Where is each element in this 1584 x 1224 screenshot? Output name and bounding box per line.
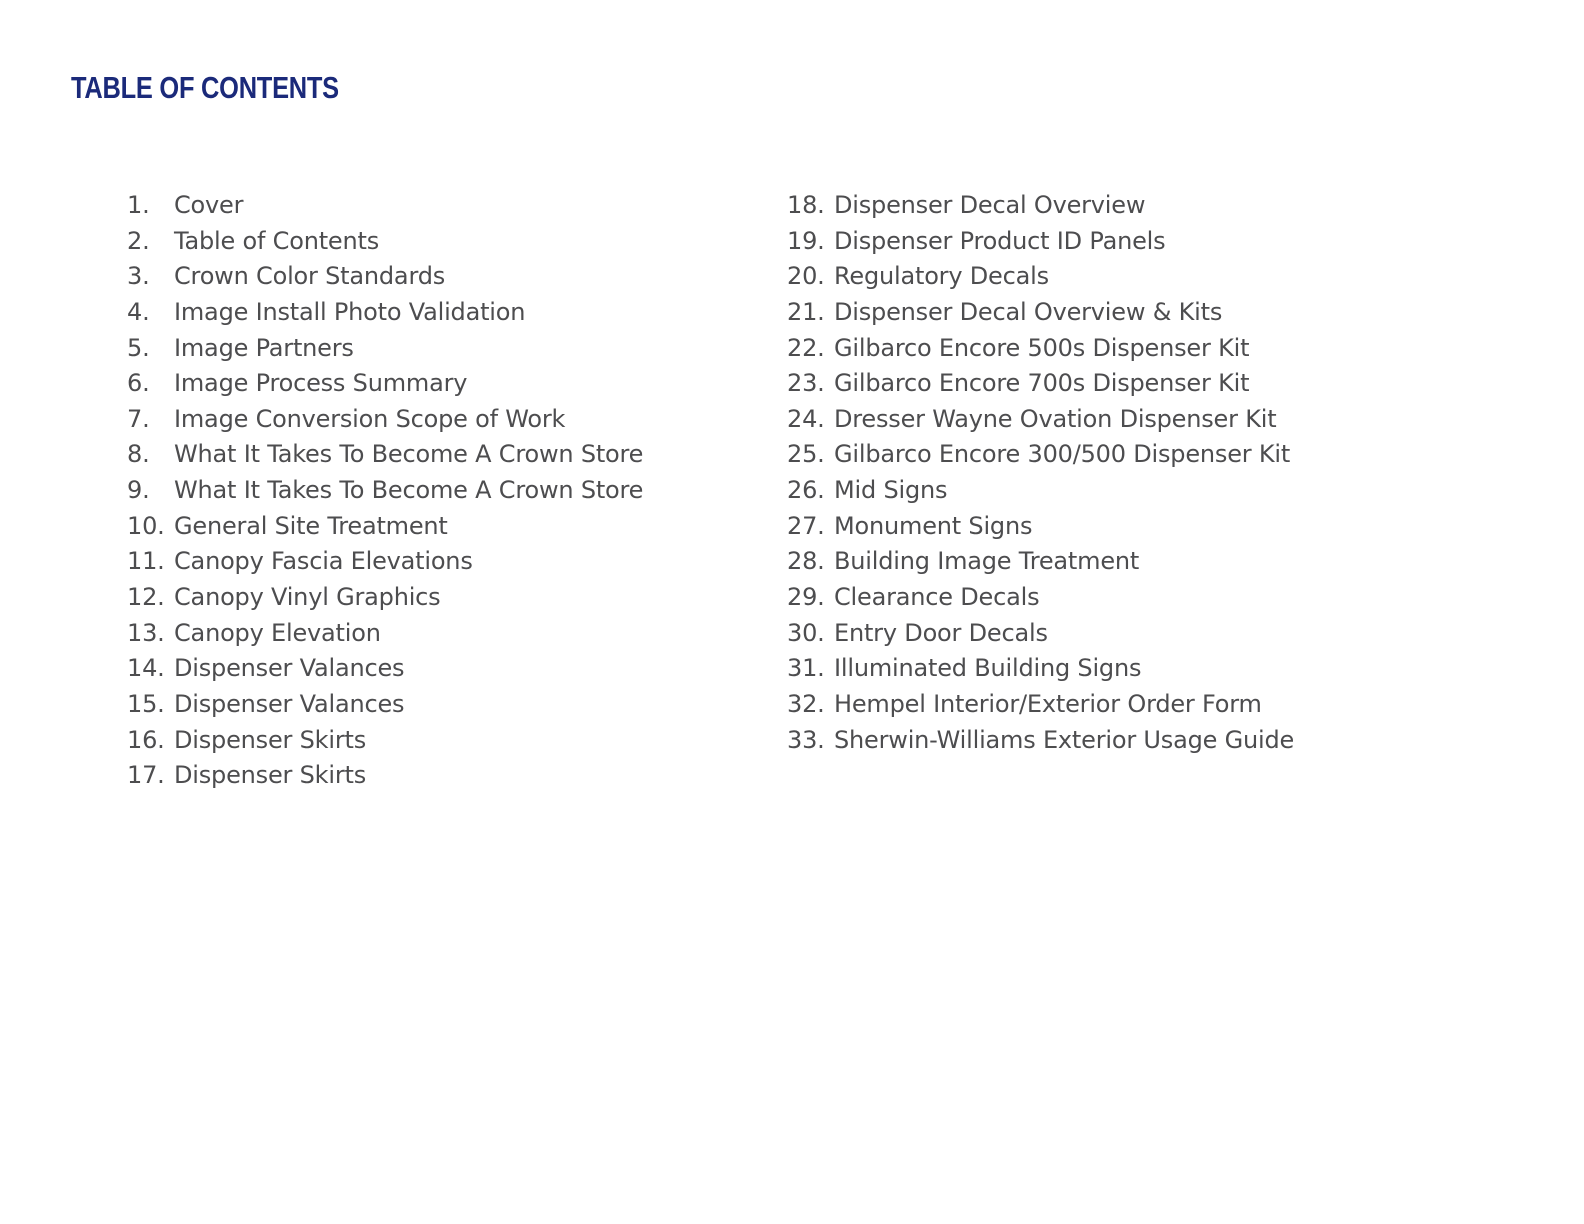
toc-item-label: Monument Signs [834, 511, 1033, 540]
toc-item[interactable] [787, 188, 1294, 224]
toc-item[interactable] [127, 687, 643, 723]
toc-item-number: 15. [127, 689, 165, 718]
toc-item-number: 2. [127, 226, 150, 255]
toc-item[interactable] [127, 544, 643, 580]
toc-item-number: 27. [787, 511, 825, 540]
toc-item-label: Dispenser Valances [174, 654, 405, 683]
toc-item-number: 33. [787, 725, 825, 754]
toc-item-label: Crown Color Standards [174, 262, 446, 291]
toc-item[interactable] [127, 259, 643, 295]
toc-item[interactable] [127, 758, 643, 794]
toc-item-label: Regulatory Decals [834, 262, 1049, 291]
toc-item-label: Canopy Vinyl Graphics [174, 583, 441, 612]
toc-item[interactable] [787, 580, 1294, 616]
toc-item-number: 21. [787, 297, 825, 326]
toc-item-label: What It Takes To Become A Crown Store [174, 440, 644, 469]
toc-item-label: Illuminated Building Signs [834, 654, 1142, 683]
toc-item-label: Gilbarco Encore 700s Dispenser Kit [834, 369, 1250, 398]
toc-item[interactable] [127, 580, 643, 616]
toc-item-number: 3. [127, 262, 150, 291]
toc-item-label: Dispenser Decal Overview [834, 191, 1146, 219]
toc-item[interactable] [787, 366, 1294, 402]
toc-column-right [787, 188, 1294, 758]
page-title: TABLE OF CONTENTS [71, 70, 339, 105]
toc-item-number: 30. [787, 618, 825, 647]
toc-item-number: 20. [787, 262, 825, 291]
toc-column-left [127, 188, 643, 794]
toc-item-number: 26. [787, 476, 825, 505]
toc-item-label: Image Partners [174, 333, 354, 362]
toc-item[interactable] [127, 224, 643, 260]
toc-item-number: 24. [787, 404, 825, 433]
toc-item-label: Canopy Elevation [174, 618, 381, 647]
toc-item[interactable] [127, 295, 643, 331]
toc-item[interactable] [787, 224, 1294, 260]
toc-item-number: 19. [787, 226, 825, 255]
toc-item-number: 14. [127, 654, 165, 683]
toc-item-label: Building Image Treatment [834, 547, 1140, 576]
toc-item[interactable] [787, 687, 1294, 723]
toc-item-label: Image Conversion Scope of Work [174, 404, 566, 433]
toc-item-label: Table of Contents [174, 226, 380, 255]
toc-item[interactable] [127, 188, 643, 224]
toc-item-number: 9. [127, 476, 150, 505]
toc-item[interactable] [127, 402, 643, 438]
toc-item[interactable] [127, 331, 643, 367]
toc-item[interactable] [127, 509, 643, 545]
toc-item[interactable] [127, 616, 643, 652]
toc-item-number: 11. [127, 547, 165, 576]
toc-item[interactable] [787, 259, 1294, 295]
toc-item-number: 18. [787, 191, 825, 219]
toc-item-number: 25. [787, 440, 825, 469]
toc-item-label: Gilbarco Encore 500s Dispenser Kit [834, 333, 1250, 362]
toc-item-number: 5. [127, 333, 150, 362]
toc-item-label: Gilbarco Encore 300/500 Dispenser Kit [834, 440, 1291, 469]
toc-item-number: 23. [787, 369, 825, 398]
toc-item-number: 7. [127, 404, 150, 433]
toc-item-label: Clearance Decals [834, 583, 1040, 612]
toc-item-label: Cover [174, 191, 244, 219]
toc-item[interactable] [787, 402, 1294, 438]
toc-item[interactable] [787, 509, 1294, 545]
toc-item[interactable] [127, 723, 643, 759]
toc-item-number: 1. [127, 191, 150, 219]
toc-item[interactable] [127, 366, 643, 402]
toc-item-number: 8. [127, 440, 150, 469]
toc-item-label: Dresser Wayne Ovation Dispenser Kit [834, 404, 1277, 433]
toc-item[interactable] [127, 473, 643, 509]
toc-item[interactable] [127, 437, 643, 473]
toc-item[interactable] [787, 295, 1294, 331]
toc-item[interactable] [127, 651, 643, 687]
toc-item-label: General Site Treatment [174, 511, 448, 540]
toc-item-number: 10. [127, 511, 165, 540]
toc-item-number: 6. [127, 369, 150, 398]
toc-item[interactable] [787, 544, 1294, 580]
toc-item-number: 29. [787, 583, 825, 612]
toc-item-label: Dispenser Valances [174, 689, 405, 718]
toc-item-label: Hempel Interior/Exterior Order Form [834, 689, 1262, 718]
toc-item-number: 12. [127, 583, 165, 612]
toc-item-number: 28. [787, 547, 825, 576]
toc-item-number: 4. [127, 297, 150, 326]
toc-item-label: Dispenser Decal Overview & Kits [834, 297, 1223, 326]
toc-item-number: 13. [127, 618, 165, 647]
toc-item[interactable] [787, 651, 1294, 687]
toc-item[interactable] [787, 616, 1294, 652]
toc-item-label: Dispenser Skirts [174, 725, 367, 754]
toc-item-number: 16. [127, 725, 165, 754]
toc-item-label: What It Takes To Become A Crown Store [174, 476, 644, 505]
toc-item-number: 22. [787, 333, 825, 362]
toc-item-number: 32. [787, 689, 825, 718]
toc-item[interactable] [787, 331, 1294, 367]
toc-item-label: Image Process Summary [174, 369, 468, 398]
toc-item-number: 17. [127, 761, 165, 790]
toc-item-label: Mid Signs [834, 476, 948, 505]
toc-item-label: Entry Door Decals [834, 618, 1048, 647]
toc-item-label: Canopy Fascia Elevations [174, 547, 473, 576]
toc-item-label: Dispenser Skirts [174, 761, 367, 790]
toc-item[interactable] [787, 473, 1294, 509]
toc-item[interactable] [787, 437, 1294, 473]
toc-item-number: 31. [787, 654, 825, 683]
toc-item-label: Image Install Photo Validation [174, 297, 526, 326]
toc-item-label: Dispenser Product ID Panels [834, 226, 1166, 255]
toc-item[interactable] [787, 723, 1294, 759]
toc-item-label: Sherwin-Williams Exterior Usage Guide [834, 725, 1295, 754]
